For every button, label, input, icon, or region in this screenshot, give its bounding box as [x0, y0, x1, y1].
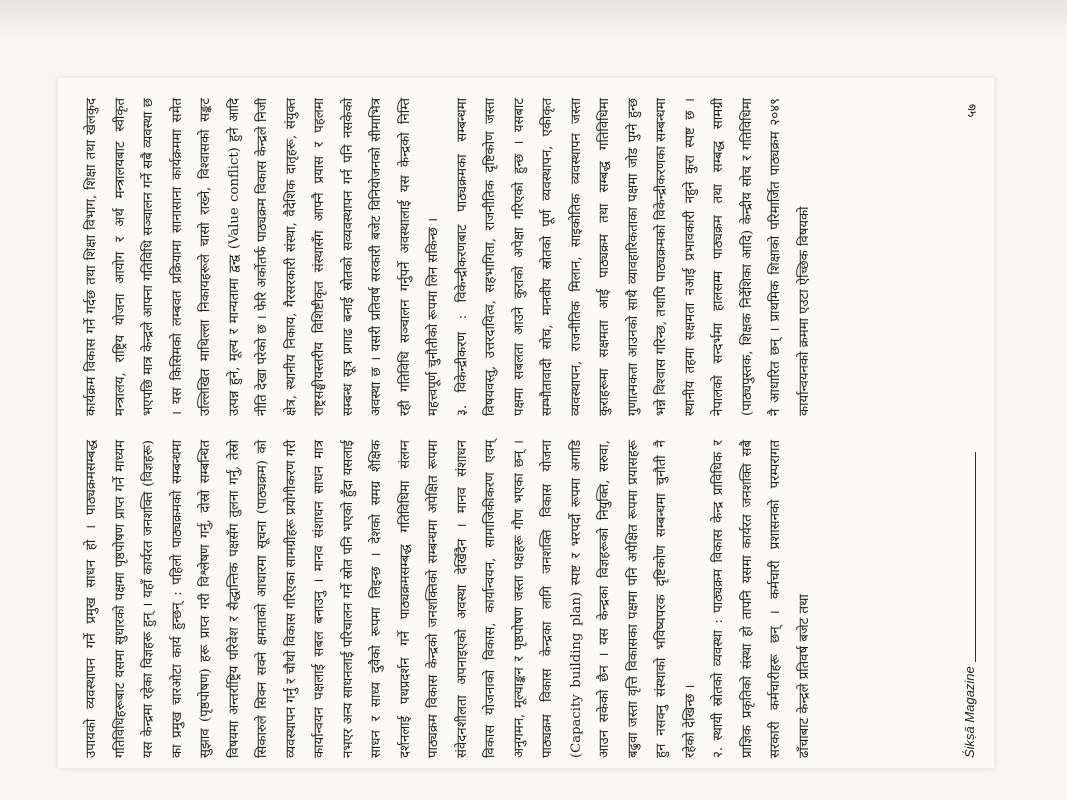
magazine-name: Śikṣā Magazine	[962, 666, 977, 758]
right-paragraph-2: ३. विकेन्द्रीकरण : विकेन्द्रीकरणबाट पाठ्यक्रमका सम्बन्धमा विषयवस्तु, उत्तरदायित्व, सहभागिता, राजनीतिक दृष्टिकोण जस्ता पक्षमा सबलता आउने कुराको अपेक्षा गरिएको हुन्छ । यसबाट सम्भौतावादी सोच, मानवीय स्रोतको पूर्ण व्यवस्थापन, एकीकृत व्यवस्थापन, राजनीतिक मिलान, साइकोतिक व्यवस्थापन जस्ता कुराहरूमा सक्षमता आई पाठ्यक्रम तथा सम्बद्ध गतिविधिमा गुणात्मकता आउनको साथै व्यावहारिकताका पक्षमा जोड पुग्ने हुन्छ भन्ने विश्वास गरिन्छ, तथापि पाठ्यक्रमको विकेन्द्रीकरणका सम्बन्धमा स्थानीय तहमा सक्षमता नआई प्रभावकारी नहुने कुरा स्पष्ट छ । नेपालको सन्दर्भमा हालसम्म पाठ्यक्रम तथा सम्बद्ध सामग्री (पाठ्यपुस्तक, शिक्षक निर्देशिका आदि) केन्द्रीय सोच र गतिविधिमा नै आधारित छन् । प्राथमिक शिक्षाको परिमार्जित पाठ्यक्रम २०४९ कार्यान्वयनको क्रममा एउटा ऐच्छिक विषयको	[454, 98, 812, 416]
page-number: ५७	[965, 104, 980, 118]
scan-edge-shadow	[0, 0, 1067, 40]
footer-rule	[975, 452, 976, 662]
left-paragraph-2: २. स्थायी स्रोतको व्यवस्था : पाठ्यक्रम विकास केन्द्र प्राविधिक र प्राज्ञिक प्रकृतिको संस्था हो तापनि यसमा कार्यरत जनशक्ति सबै सरकारी कर्मचारीहरू छन् । कर्मचारी प्रशासनको परम्परागत ढाँचाबाट केन्द्रले प्रतिवर्ष बजेट तथा	[711, 440, 812, 758]
right-column	[78, 98, 819, 416]
right-paragraph-1: कार्यक्रम विकास गर्ने गर्दछ तथा शिक्षा विभाग, शिक्षा तथा खेलकुद मन्त्रालय, राष्ट्रिय योजना आयोग र अर्थ मन्त्रालयबाट स्वीकृत भएपछि मात्र केन्द्रले आफ्ना गतिविधि सञ्चालन गर्ने सबै व्यवस्था छ । यस किसिमको लम्बवत प्रक्रियामा सानासाना कार्यक्रममा समेत उल्लिखित माथिल्ला निकायहरूले चासो राख्ने, विश्वासको सङ्कट उत्पन्न हुने, मूल्य र मान्यतामा द्वन्द्व (Value conflict) हुने आदि नीति देखा परेको छ । फेरि अर्कोतर्फ पाठ्यक्रम विकास केन्द्रले निजी क्षेत्र, स्थानीय निकाय, गैरसरकारी संस्था, वैदेशिक दातृहरू, संयुक्त राष्ट्रसङ्घीयस्तरीय विशिष्टीकृत संस्थासँग आफ्नै प्रयास र पहलमा सम्बन्ध सूत्र प्रगाढ बनाई स्रोतको सव्यवस्थापन गर्न पनि नसकेको अवस्था छ । यसरी प्रतिवर्ष सरकारी बजेट विनियोजनको सीमाभित्र रही गतिविधि सञ्चालन गर्नुपर्ने अवस्थालाई यस केन्द्रको निम्ति महत्त्वपूर्ण चुनौतीको रूपमा लिन सकिन्छ ।	[84, 98, 441, 416]
page-footer	[962, 98, 982, 758]
rotated-page-content	[58, 78, 994, 768]
left-paragraph-1: उपायको व्यवस्थापन गर्ने प्रमुख साधन हो । पाठ्यक्रमसम्बद्ध गतिविधिहरूबाट यसमा सुधारको पक्षमा पृष्ठपोषण प्राप्त गर्ने माध्यम यस केन्द्रमा रहेका विज्ञहरू हुन् । यहाँ कार्यरत जनशक्ति (विज्ञहरू) का प्रमुख चारओटा कार्य हुन्छन् : पहिलो पाठ्यक्रमको सम्बन्धमा सुझाव (पृष्ठपोषण) हरू प्राप्त गरी विश्लेषण गर्नु, दोस्रो सम्बन्धित विषयमा अन्तर्राष्ट्रिय परिवेश र सैद्धान्तिक पक्षसँग तुलना गर्नु, तेस्रो सिकारुले सिक्न सक्ने क्षमताको आधारमा सूचना (पाठ्यक्रम) को व्यवस्थापन गर्नु र चौथो विकास गरिएका सामग्रीहरू प्रयोगीकरण गरी कार्यान्वयन पक्षलाई सबल बनाउनु । मानव संशाधन साधन मात्र नभएर अन्य साधनलाई परिचालन गर्ने स्रोत पनि भएको हुँदा यसलाई साधन र साध्य दुवैको रूपमा लिइन्छ । देशको समग्र शैक्षिक दर्शनलाई पथप्रदर्शन गर्ने पाठ्यक्रमसम्बद्ध गतिविधिमा संलग्न पाठ्यक्रम विकास केन्द्रको जनशक्तिको सम्बन्धमा अपेक्षित रूपमा संवेदनशीलता अपनाइएको अवस्था देखिँदैन । मानव संशाधन विकास योजनाको विकास, कार्यान्वयन, सामाजिकीकरण एवम् अनुगमन, मूल्याङ्कन र पृष्ठपोषण जस्ता पक्षहरू गौण भएका छन् । पाठ्यक्रम विकास केन्द्रका लागि जनशक्ति विकास योजना (Capacity building plan) स्पष्ट र भरपर्दो रूपमा अगाडि आउन सकेको छैन । यस केन्द्रका विज्ञहरूको नियुक्ति, सरुवा, बढुवा जस्ता वृत्ति विकासका पक्षमा पनि अपेक्षित रूपमा प्रयासहरू हुन नसक्नु संस्थाको भविष्यपरक दृष्टिकोण सम्बन्धमा चुनौती नै रहेको देखिन्छ ।	[84, 440, 698, 758]
magazine-page	[58, 78, 994, 768]
left-column	[78, 440, 819, 758]
